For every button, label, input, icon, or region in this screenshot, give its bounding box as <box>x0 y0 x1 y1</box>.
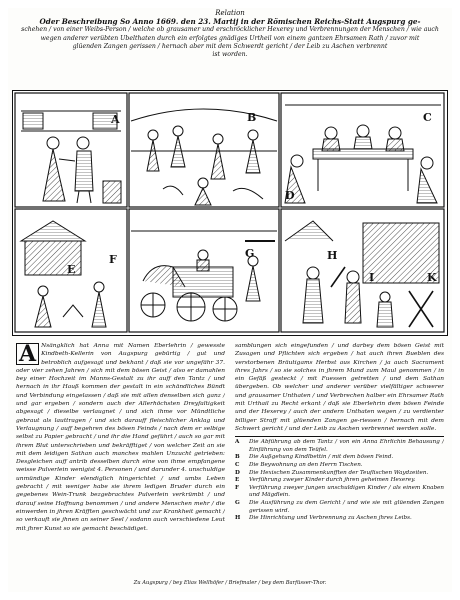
legend-key: C <box>235 462 240 469</box>
right-column-text: samblungen sich eingefunden / und darbey dem bösen Geist mit Zusagen und Pflichten sich ergeben / hat auch ihren Bueblen des verstorbenen Bräutigams Herbst aus Kirchen / ja auch Sacrament ihres Jahrs / so sie solches in jhrem Mund zum Maul genommen / in ein Gefäß gesteckt / mit Fuessen getretten / und dem Sathan übergeben. Ob welcher und anderer verüber vielfältiger schwerer und grausamer Unthaten / und Verbrechen halber ein Ehrsamer Rath mit Urthail zu Recht erkant / daß sie Eberlehrin dem bösen Feinde und der Hexerey / auch der andern Unthaten wegen / zu verdienter billiger Straff mit glüenden Zangen ge-riessen / hernach mit dem Schwert gericht / und der Leib zu Aschen verbrennet werden solle. <box>235 343 444 432</box>
legend-item <box>235 477 444 485</box>
left-column <box>16 342 225 578</box>
legend-text: Die Ausführung zu dem Gericht / und wie sie mit glüenden Zangen gerissen wird. <box>249 500 444 514</box>
panel-letter-f: F <box>109 253 117 266</box>
legend-key: H <box>235 515 241 522</box>
legend-text: Die Abführung ab dem Tantz / von ein Anna Ehrlichin Behausung / Einfährung von dem Teüfel. <box>249 439 444 453</box>
legend-item <box>235 454 444 462</box>
legend-key: A <box>235 439 240 446</box>
legend-key: G <box>235 500 240 507</box>
scene-h <box>285 221 439 327</box>
legend-text: Die Beywohnung an den Herrn Tischen. <box>249 462 363 469</box>
headline-line-5: ist worden. <box>212 51 248 59</box>
panel-letter-b: B <box>247 111 257 124</box>
legend-item <box>235 485 444 500</box>
panel-letter-h: H <box>327 249 338 262</box>
legend-key: B <box>235 454 240 461</box>
headline <box>12 18 448 59</box>
legend-item <box>235 462 444 470</box>
panel-letter-d: D <box>285 189 295 202</box>
legend-text: Die Außgehung Kindlbettin / mit dem bösen Feind. <box>249 454 394 461</box>
relation-label: Relation <box>215 9 245 17</box>
woodcut-illustration <box>12 90 448 336</box>
legend-key: E <box>235 477 240 484</box>
panel-letter-k: K <box>427 271 437 284</box>
legend-list <box>235 436 444 523</box>
header <box>8 8 452 90</box>
left-column-text: Nsängklich hat Anna mit Namen Eberlehrin / gewesste Kindbeth-Kellerin von Augspurg gebürtig / gut und betroblich aufgesagt und bekhant / daß sie vor ungefähr 37. oder vier zehen Jahren / sich mit dem bösen Geist / also er damahlen bey einer Hochzeit im Manns-Gestalt zu ihr auff den Tantz / und hernach in ihr Hauß kommen der gestalt in ein schändliches Bündt und Verbindung eingelassen / daß sie mit allen denselben sich ganz / und gar ergeben / sondern auch der Allerhöchsten Dreyfaltigkeit abgesagt / dieselbe verlaugnet / und sich ihme vor Mündtliche gebraut als lauttragen / und sich darauff fleischlicher Anklag und Verlaugnung / auff begehren des bösen Feinds / nach dem er selbige selbst zu Papier gebracht / und ihr die Hand geführt / auch so gar mit ihrem Blut unterschrieben und bekräfftiget / von welcher Zeit an sie mit dem leidigen Sathan auch manches mahlen Unzucht getrieben: Desgleichen auff antrib desselben durch eine von ihme empfangene weisse Pulverlein wenigist 4. Personen / und darunder 4. unschuldige unmündige Kinder elendiglich hingerichtet / und umbs Leben gebracht / mit weniger habe sie ihrem ledigen Bruder durch ein gegebenes Wein-Trunk bezgebrachtes Pulverlein verkrümbt / und darauf seine Hoffnung benommen / und andere Menschen mehr / die einwerden in jhren Kräfften geschwächt und zur Krankheit gemacht / so verkauft sie jhnen an seiner Seel / sodann auch verschiedene Leut mit jhrer Kunst so sie gemacht beschädiget. <box>16 343 225 532</box>
legend-key: F <box>235 484 239 491</box>
headline-line-1: Oder Beschreibung So Anno 1669. den 23. Martij in der Römischen Reichs-Statt Augspurg ge- <box>39 17 421 26</box>
woodcut-scenes <box>13 91 446 334</box>
headline-line-2: schehen / von einer Weibs-Person / welche ob grausamer und erschröcklicher Hexerey und Verbrennungen der Menschen / wie auch <box>21 26 439 34</box>
panel-letter-e: E <box>67 263 76 276</box>
legend-key: D <box>235 469 240 476</box>
scene-g <box>131 231 277 321</box>
body-text <box>16 342 444 582</box>
drop-cap: A <box>16 343 39 365</box>
panel-letter-a: A <box>111 113 120 126</box>
legend-item <box>235 515 444 523</box>
legend-item <box>235 439 444 454</box>
legend-text: Verführung zweyer jungen unschuldigen Kinder / als einem Knaben und Mägdlein. <box>249 484 444 499</box>
legend-text: Die Hinrichtung und Verbrennung zu Aschen jhres Leibs. <box>249 515 412 522</box>
legend-item <box>235 500 444 515</box>
scene-e <box>21 221 106 327</box>
headline-line-3: wegen anderer verübten Ubelthaten durch ein erfolgtes gnädiges Urtheil von einem gantzen Ehrsamen Rath / zuvor mit <box>40 34 420 42</box>
printer-imprint: Zu Augspurg / bey Elias Wellhöfer / Briefmaler / bey dem Barfüsser-Thor. <box>133 580 327 586</box>
scene-c <box>285 105 441 203</box>
panel-letter-g: G <box>245 247 255 260</box>
panel-letter-c: C <box>423 111 432 124</box>
legend-item <box>235 470 444 478</box>
headline-line-4: glüenden Zangen gerissen / hernach aber mit dem Schwerdt gericht / der Leib zu Aschen verbrennt <box>72 42 388 50</box>
scene-a <box>21 111 121 203</box>
panel-letter-i: I <box>369 271 375 284</box>
right-column <box>235 342 444 578</box>
broadsheet-page <box>8 8 452 592</box>
legend-text: Verführung zweyer Kinder durch jhren geheimen Hexerey. <box>249 477 416 484</box>
legend-text: Die Hexischen Zusammenkunfften der Teuflischen Waydzeiten. <box>249 469 429 476</box>
